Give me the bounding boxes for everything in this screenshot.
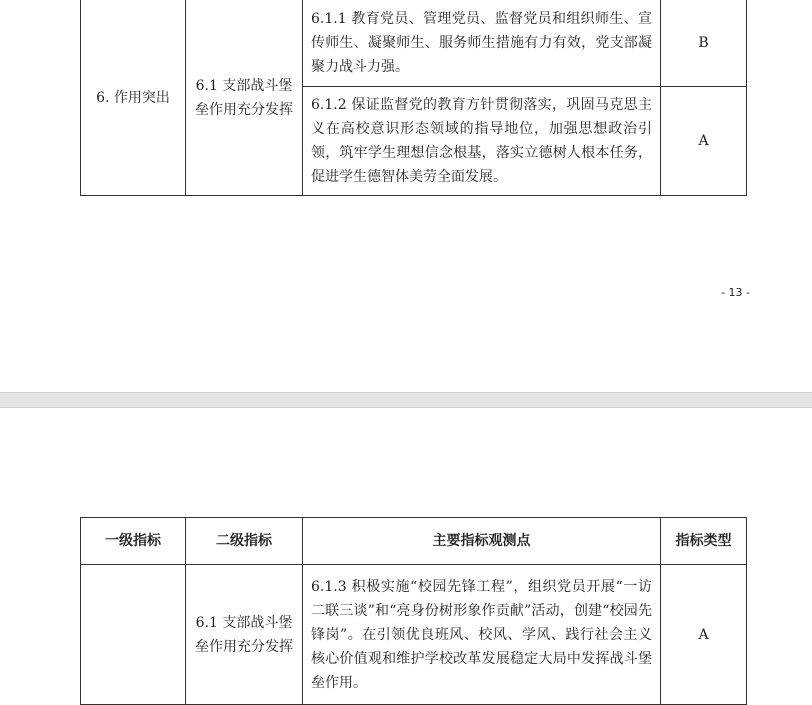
indicator-type-cell: A: [661, 565, 747, 705]
observation-point-cell: 6.1.2 保证监督党的教育方针贯彻落实，巩固马克思主义在高校意识形态领域的指导地位，加强思想政治引领，筑牢学生理想信念根基，落实立德树人根本任务，促进学生德智体美劳全面发展。: [303, 87, 661, 196]
header-level2: 二级指标: [186, 518, 303, 565]
level2-cell: 6.1 支部战斗堡垒作用充分发挥: [186, 565, 303, 705]
page-separator: [0, 392, 812, 408]
indicator-table: [80, 517, 747, 705]
observation-point-cell: 6.1.3 积极实施“校园先锋工程”，组织党员开展“一访二联三谈”和“亮身份树形象作贡献”活动，创建“校园先锋岗”。在引领优良班风、校风、学风、践行社会主义核心价值观和维护学校改革发展稳定大局中发挥战斗堡垒作用。: [303, 565, 661, 705]
observation-point-cell: 6.1.1 教育党员、管理党员、监督党员和组织师生、宣传师生、凝聚师生、服务师生措施有力有效，党支部凝聚力战斗力强。: [303, 0, 661, 87]
indicator-type-cell: A: [661, 87, 747, 196]
level1-cell: 6. 作用突出: [81, 0, 186, 196]
header-observation-point: 主要指标观测点: [303, 518, 661, 565]
indicator-type-cell: B: [661, 0, 747, 87]
header-indicator-type: 指标类型: [661, 518, 747, 565]
page-number: - 13 -: [721, 286, 750, 299]
table-row: [81, 0, 747, 87]
table-row: [81, 565, 747, 705]
header-level1: 一级指标: [81, 518, 186, 565]
level2-cell: 6.1 支部战斗堡垒作用充分发挥: [186, 0, 303, 196]
table-header-row: [81, 518, 747, 565]
document-page-14: [0, 408, 812, 700]
level1-cell: [81, 565, 186, 705]
indicator-table-continued: [80, 0, 747, 196]
